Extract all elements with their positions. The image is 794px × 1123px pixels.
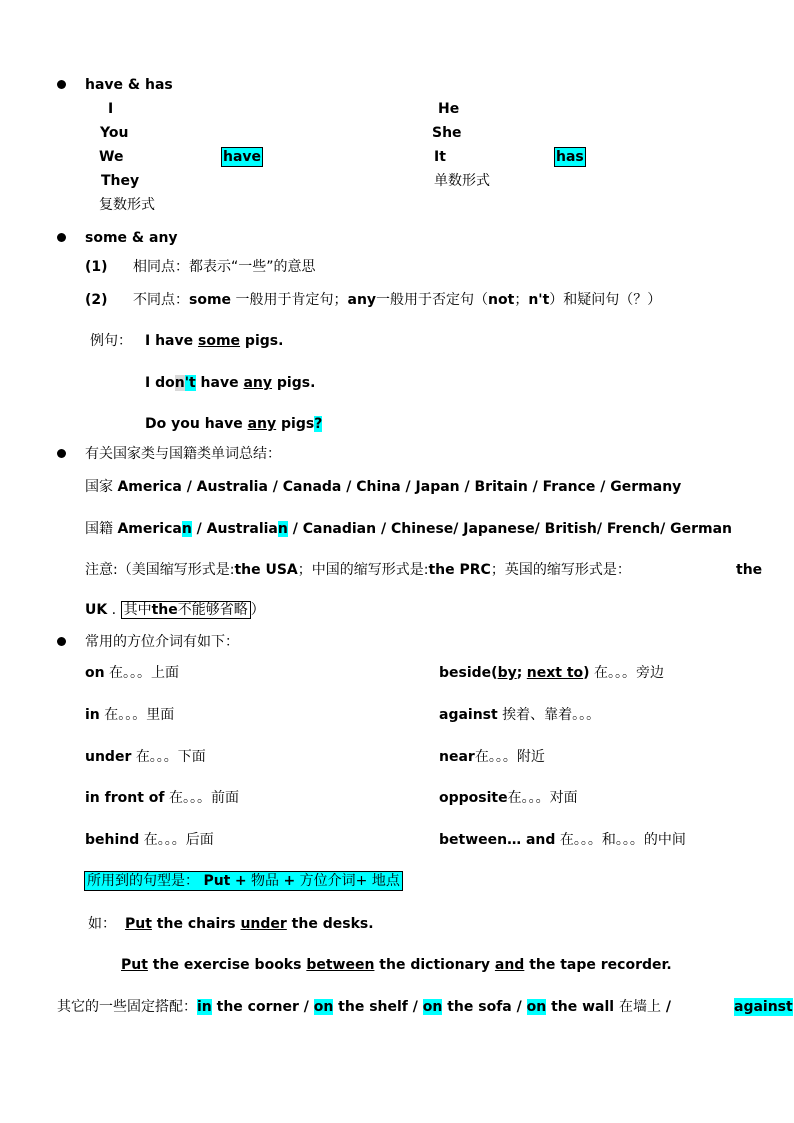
- plural-note: 复数形式: [99, 197, 155, 213]
- pronoun-she: She: [432, 125, 462, 141]
- abbreviation-note-end: the: [736, 562, 763, 578]
- prep-behind: behind 在。。。后面: [85, 832, 214, 848]
- prep-under: under 在。。。下面: [85, 749, 206, 765]
- example-sentence-2: I don't have any pigs.: [145, 375, 316, 391]
- point-1-number: (1): [85, 259, 108, 275]
- heading-prepositions: 常用的方位介词有如下：: [85, 634, 239, 650]
- nationality-row: 国籍 American / Australian / Canadian / Chinese/ Japanese/ British/ French/ German: [85, 521, 733, 537]
- point-2-number: (2): [85, 292, 108, 308]
- example-put-under: Put the chairs under the desks.: [125, 916, 374, 932]
- pronoun-i: I: [108, 101, 114, 117]
- pronoun-we: We: [99, 149, 124, 165]
- heading-country-nationality: 有关国家类与国籍类单词总结：: [85, 446, 281, 462]
- prep-beside: beside(by; next to) 在。。。旁边: [439, 665, 665, 681]
- prep-between: between… and 在。。。和。。。的中间: [439, 832, 686, 848]
- bullet-icon: [57, 233, 66, 242]
- prep-against: against 挨着、靠着。。。: [439, 707, 601, 723]
- bullet-icon: [57, 637, 66, 646]
- prep-in: in 在。。。里面: [85, 707, 175, 723]
- point-2-text: 不同点：some 一般用于肯定句；any一般用于否定句（not；n't）和疑问句（？）: [133, 292, 662, 308]
- example-put-between: Put the exercise books between the dictionary and the tape recorder.: [121, 957, 672, 973]
- heading-have-has: have & has: [85, 77, 173, 93]
- pronoun-he: He: [438, 101, 460, 117]
- note-box: 其中the不能够省略: [121, 601, 251, 619]
- point-1-text: 相同点：都表示“一些”的意思: [133, 259, 316, 275]
- heading-some-any: some & any: [85, 230, 178, 246]
- example-sentence-1: I have some pigs.: [145, 333, 284, 349]
- abbreviation-note: 注意:（美国缩写形式是:the USA；中国的缩写形式是:the PRC；英国的缩写形式是：: [85, 562, 631, 578]
- country-row: 国家 America / Australia / Canada / China / Japan / Britain / France / Germany: [85, 479, 682, 495]
- pronoun-you: You: [100, 125, 129, 141]
- prep-in-front-of: in front of 在。。。前面: [85, 790, 239, 806]
- verb-has: has: [556, 149, 584, 165]
- bullet-icon: [57, 449, 66, 458]
- prep-on: on 在。。。上面: [85, 665, 180, 681]
- collocation-against: against: [734, 999, 793, 1015]
- fixed-collocations: 其它的一些固定搭配：in the corner / on the shelf / on the sofa / on the wall 在墙上 /: [57, 999, 671, 1015]
- bullet-icon: [57, 80, 66, 89]
- pronoun-they: They: [101, 173, 140, 189]
- example-label: 例句：: [90, 333, 132, 349]
- singular-note: 单数形式: [434, 173, 490, 189]
- example-label-2: 如：: [88, 916, 116, 932]
- abbreviation-note-line-2: UK . 其中the不能够省略 ）: [85, 602, 265, 618]
- sentence-pattern-box: 所用到的句型是： Put + 物品 + 方位介词+ 地点: [84, 871, 403, 891]
- example-sentence-3: Do you have any pigs?: [145, 416, 323, 432]
- prep-near: near在。。。附近: [439, 749, 545, 765]
- verb-have: have: [223, 149, 262, 165]
- pronoun-it: It: [434, 149, 446, 165]
- prep-opposite: opposite在。。。对面: [439, 790, 578, 806]
